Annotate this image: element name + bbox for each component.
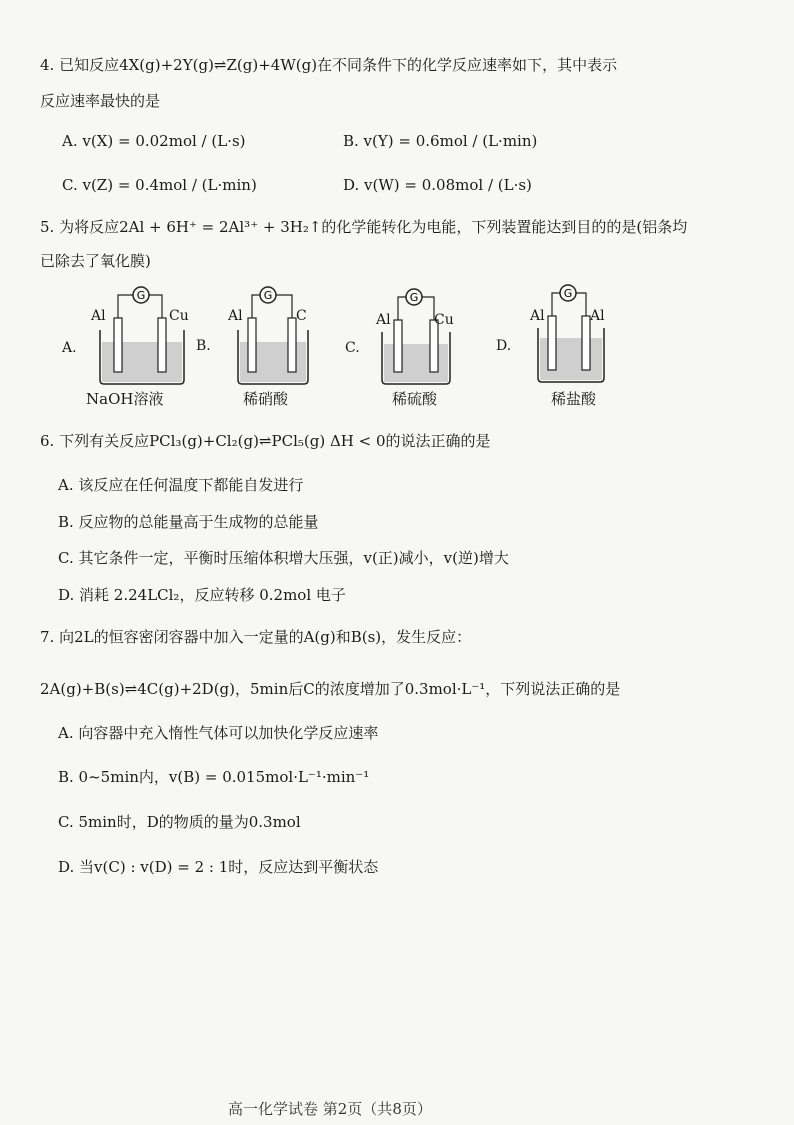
q4-option-c: C. v(Z) = 0.4mol / (L·min) (62, 176, 257, 194)
q6-option-d: D. 消耗 2.24LCl₂，反应转移 0.2mol 电子 (58, 586, 346, 604)
apparatus-b-letter: B. (196, 338, 211, 354)
galvanometer-c-label: G (409, 291, 419, 304)
apparatus-d-diagram (528, 280, 638, 390)
apparatus-b-solution: 稀硝酸 (243, 390, 289, 408)
apparatus-c-letter: C. (345, 340, 360, 356)
apparatus-a-solution: NaOH溶液 (86, 390, 164, 408)
q7-option-c: C. 5min时，D的物质的量为0.3mol (58, 813, 301, 831)
apparatus-a-right-electrode: Cu (169, 308, 189, 324)
q6-option-b: B. 反应物的总能量高于生成物的总能量 (58, 513, 319, 531)
q7-stem-line2: 2A(g)+B(s)⇌4C(g)+2D(g)，5min后C的浓度增加了0.3mol·L⁻¹，下列说法正确的是 (40, 680, 621, 698)
q5-stem-line2: 已除去了氧化膜) (40, 252, 151, 270)
apparatus-d-solution: 稀盐酸 (551, 390, 597, 408)
apparatus-c-diagram (374, 282, 484, 392)
apparatus-b-right-electrode: C (296, 308, 307, 324)
q6-stem: 6. 下列有关反应PCl₃(g)+Cl₂(g)⇌PCl₅(g) ΔH < 0的说法正确的是 (40, 432, 491, 450)
apparatus-d-letter: D. (496, 338, 512, 354)
apparatus-b-diagram (228, 282, 338, 392)
q4-stem-line2: 反应速率最快的是 (40, 92, 161, 110)
q4-option-d: D. v(W) = 0.08mol / (L·s) (343, 176, 532, 194)
galvanometer-b-label: G (263, 289, 273, 302)
apparatus-c-solution: 稀硫酸 (392, 390, 438, 408)
q6-option-c: C. 其它条件一定，平衡时压缩体积增大压强，v(正)减小，v(逆)增大 (58, 549, 509, 567)
apparatus-a-letter: A. (62, 340, 77, 356)
q7-option-b: B. 0~5min内，v(B) = 0.015mol·L⁻¹·min⁻¹ (58, 768, 370, 786)
apparatus-c-right-electrode: Cu (434, 312, 454, 328)
q4-option-b: B. v(Y) = 0.6mol / (L·min) (343, 132, 538, 150)
apparatus-d-left-electrode: Al (530, 308, 545, 324)
q4-stem-line1: 4. 已知反应4X(g)+2Y(g)⇌Z(g)+4W(g)在不同条件下的化学反应速率如下，其中表示 (40, 56, 618, 74)
apparatus-a-left-electrode: Al (91, 308, 106, 324)
q6-option-a: A. 该反应在任何温度下都能自发进行 (58, 476, 304, 494)
apparatus-b-left-electrode: Al (228, 308, 243, 324)
q4-option-a: A. v(X) = 0.02mol / (L·s) (62, 132, 246, 150)
q7-option-a: A. 向容器中充入惰性气体可以加快化学反应速率 (58, 724, 379, 742)
q5-stem-line1: 5. 为将反应2Al + 6H⁺ = 2Al³⁺ + 3H₂↑的化学能转化为电能，下列装置能达到目的的是(铝条均 (40, 218, 688, 236)
q7-stem-line1: 7. 向2L的恒容密闭容器中加入一定量的A(g)和B(s)，发生反应： (40, 628, 472, 646)
apparatus-c-left-electrode: Al (376, 312, 391, 328)
page-footer: 高一化学试卷 第2页（共8页） (228, 1100, 432, 1118)
q7-option-d: D. 当v(C) : v(D) = 2 : 1时，反应达到平衡状态 (58, 858, 379, 876)
apparatus-a-diagram (88, 282, 198, 392)
galvanometer-a-label: G (136, 289, 146, 302)
galvanometer-d-label: G (563, 287, 573, 300)
apparatus-d-right-electrode: Al (590, 308, 605, 324)
